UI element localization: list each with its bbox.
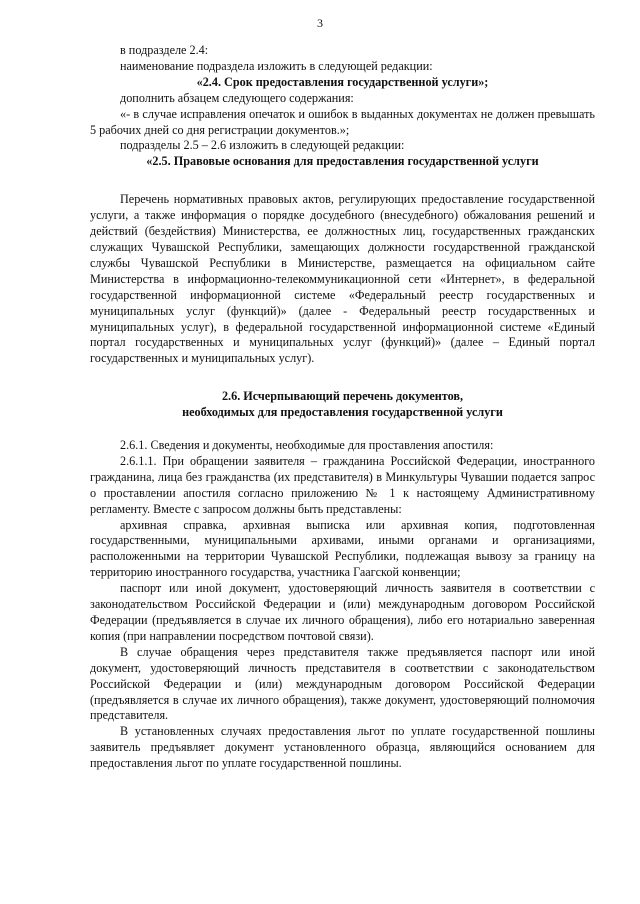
spacer xyxy=(90,421,595,438)
paragraph: паспорт или иной документ, удостоверяющий личность заявителя в соответствии с законодательством Российской Федерации и (или) международным договором Российской Федерации (предъявляется в случае их личного обращения), либо его нотариально заверенная копия (при направлении посредством почтовой связи). xyxy=(90,581,595,643)
paragraph: архивная справка, архивная выписка или архивная копия, подготовленная государственными, муниципальными архивами, иными органами и организациями, расположенными на территории Чувашской Республики, подлежащая вывозу за границу на территорию иностранного государства, участника Гаагской конвенции; xyxy=(90,517,595,580)
text-line: наименование подраздела изложить в следующей редакции: xyxy=(120,58,433,73)
section-heading-2-6-line1: 2.6. Исчерпывающий перечень документов, xyxy=(221,389,464,404)
spacer xyxy=(90,367,595,389)
paragraph: 2.6.1. Сведения и документы, необходимые для проставления апостиля: xyxy=(120,438,494,453)
text-line: дополнить абзацем следующего содержания: xyxy=(120,90,354,105)
spacer xyxy=(90,170,595,192)
text-line: в подразделе 2.4: xyxy=(120,43,209,57)
document-body xyxy=(90,43,595,772)
subsection-title-2-5: «2.5. Правовые основания для предоставления государственной услуги xyxy=(146,154,539,169)
section-heading-2-6-line2: необходимых для предоставления государственной услуги xyxy=(182,405,503,420)
paragraph: В установленных случаях предоставления льгот по уплате государственной пошлины заявитель предъявляет документ установленного образца, являющийся основанием для предоставления льгот по уплате государственной пошлины. xyxy=(90,724,595,771)
paragraph: 2.6.1.1. При обращении заявителя – гражданина Российской Федерации, иностранного гражданина, лица без гражданства (их представителя) в Минкультуры Чувашии подается запрос о проставлении апостиля согласно приложению № 1 к настоящему Административному регламенту. Вместе с запросом должны быть представлены: xyxy=(90,453,595,516)
paragraph: В случае обращения через представителя также предъявляется паспорт или иной документ, удостоверяющий личность представителя в соответствии с законодательством Российской Федерации и (или) международным договором Российской Федерации (предъявляется в случае их личного обращения), также документ, удостоверяющий полномочия представителя. xyxy=(90,644,595,723)
subsection-title-2-4: «2.4. Срок предоставления государственной услуги»; xyxy=(196,74,489,89)
text-line: подразделы 2.5 – 2.6 изложить в следующей редакции: xyxy=(120,138,405,153)
page-number: 3 xyxy=(317,16,323,30)
paragraph-2-5: Перечень нормативных правовых актов, регулирующих предоставление государственной услуги, а также информация о порядке досудебного (внесудебного) обжалования решений и действий (бездействия) Министерства, ее должностных лиц, государственных гражданских служащих Чувашской Республики, замещающих должности государственной гражданской службы Чувашской Республики в Министерстве, размещается на официальном сайте Министерства в информационно-телекоммуникационной сети «Интернет», в федеральной государственной информационной системе «Федеральный реестр государственных и муниципальных услуг (функций)» (далее - Федеральный реестр государственных и муниципальных услуг), в федеральной государственной информационной системе «Единый портал государственных и муниципальных услуг (функций)» (далее – Единый портал государственных и муниципальных услуг). xyxy=(90,192,595,366)
quoted-paragraph: «- в случае исправления опечаток и ошибок в выданных документах не должен превышать 5 рабочих дней со дня регистрации документов.»; xyxy=(90,106,595,137)
